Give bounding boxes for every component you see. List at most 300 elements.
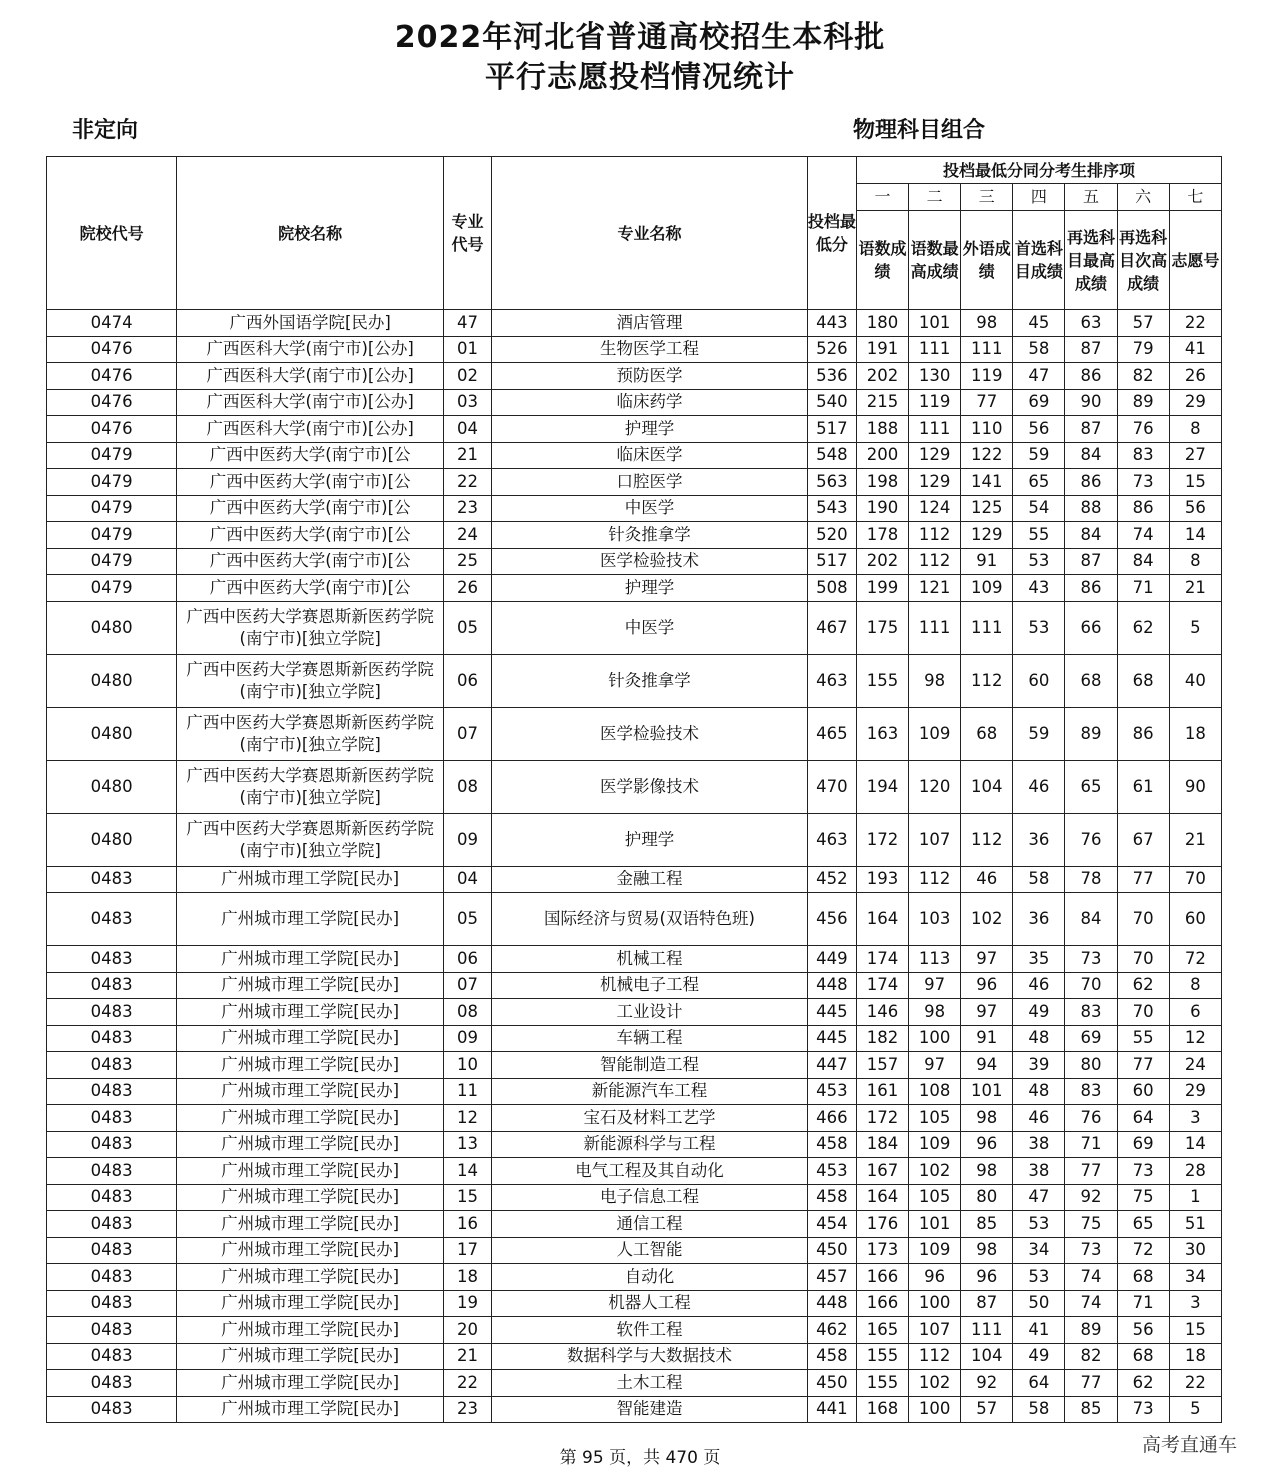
foreign-lang-score-cell: 91 [961,548,1013,575]
first-subject-score-cell: 49 [1013,1343,1065,1370]
school-name-cell: 广西中医药大学赛恩斯新医药学院(南宁市)[独立学院] [177,707,444,760]
first-subject-score-cell: 36 [1013,893,1065,946]
preference-no-cell: 5 [1169,601,1221,654]
school-code-cell: 0479 [47,495,177,522]
min-score-cell: 466 [807,1105,856,1132]
second-subject-max-cell: 70 [1065,972,1117,999]
second-subject-next-cell: 68 [1117,654,1169,707]
chinese-math-score-cell: 178 [856,522,908,549]
header-sub-6: 再选科目次高成绩 [1117,211,1169,310]
table-row [47,416,1222,443]
major-code-cell: 02 [443,363,491,390]
table-row [47,1343,1222,1370]
first-subject-score-cell: 38 [1013,1158,1065,1185]
first-subject-score-cell: 35 [1013,946,1065,973]
table-row [47,469,1222,496]
min-score-cell: 540 [807,389,856,416]
foreign-lang-score-cell: 68 [961,707,1013,760]
second-subject-next-cell: 70 [1117,893,1169,946]
second-subject-max-cell: 84 [1065,442,1117,469]
second-subject-max-cell: 73 [1065,1237,1117,1264]
major-code-cell: 15 [443,1184,491,1211]
school-name-cell: 广西中医药大学赛恩斯新医药学院(南宁市)[独立学院] [177,813,444,866]
major-name-cell: 电气工程及其自动化 [492,1158,808,1185]
major-name-cell: 机械工程 [492,946,808,973]
school-name-cell: 广西中医药大学赛恩斯新医药学院(南宁市)[独立学院] [177,654,444,707]
min-score-cell: 520 [807,522,856,549]
subject-group-label: 物理科目组合 [853,118,986,143]
chinese-math-max-cell: 112 [909,1343,961,1370]
second-subject-next-cell: 69 [1117,1131,1169,1158]
first-subject-score-cell: 49 [1013,999,1065,1026]
foreign-lang-score-cell: 80 [961,1184,1013,1211]
second-subject-max-cell: 76 [1065,813,1117,866]
second-subject-next-cell: 75 [1117,1184,1169,1211]
chinese-math-score-cell: 200 [856,442,908,469]
major-code-cell: 22 [443,469,491,496]
major-code-cell: 24 [443,522,491,549]
table-row [47,1317,1222,1344]
major-code-cell: 17 [443,1237,491,1264]
min-score-cell: 463 [807,654,856,707]
chinese-math-max-cell: 111 [909,416,961,443]
school-name-cell: 广西中医药大学赛恩斯新医药学院(南宁市)[独立学院] [177,760,444,813]
preference-no-cell: 14 [1169,522,1221,549]
major-code-cell: 20 [443,1317,491,1344]
min-score-cell: 548 [807,442,856,469]
header-seq-3: 三 [961,184,1013,211]
foreign-lang-score-cell: 96 [961,1264,1013,1291]
table-row [47,866,1222,893]
second-subject-max-cell: 86 [1065,469,1117,496]
major-code-cell: 01 [443,336,491,363]
min-score-cell: 563 [807,469,856,496]
header-min-score: 投档最低分 [807,157,856,310]
min-score-cell: 445 [807,1025,856,1052]
second-subject-next-cell: 61 [1117,760,1169,813]
school-code-cell: 0479 [47,575,177,602]
major-code-cell: 07 [443,972,491,999]
chinese-math-score-cell: 174 [856,972,908,999]
first-subject-score-cell: 43 [1013,575,1065,602]
school-name-cell: 广西中医药大学(南宁市)[公 [177,522,444,549]
min-score-cell: 458 [807,1184,856,1211]
second-subject-next-cell: 62 [1117,1370,1169,1397]
header-seq-2: 二 [909,184,961,211]
first-subject-score-cell: 53 [1013,548,1065,575]
second-subject-max-cell: 87 [1065,548,1117,575]
school-code-cell: 0483 [47,1052,177,1079]
chinese-math-max-cell: 124 [909,495,961,522]
chinese-math-score-cell: 172 [856,813,908,866]
preference-no-cell: 40 [1169,654,1221,707]
min-score-cell: 456 [807,893,856,946]
school-code-cell: 0483 [47,1343,177,1370]
second-subject-next-cell: 56 [1117,1317,1169,1344]
table-row [47,813,1222,866]
table-row [47,442,1222,469]
chinese-math-score-cell: 191 [856,336,908,363]
school-name-cell: 广西中医药大学(南宁市)[公 [177,575,444,602]
school-name-cell: 广州城市理工学院[民办] [177,1343,444,1370]
chinese-math-max-cell: 129 [909,442,961,469]
preference-no-cell: 14 [1169,1131,1221,1158]
foreign-lang-score-cell: 57 [961,1396,1013,1423]
second-subject-next-cell: 73 [1117,469,1169,496]
first-subject-score-cell: 38 [1013,1131,1065,1158]
second-subject-next-cell: 74 [1117,522,1169,549]
first-subject-score-cell: 53 [1013,601,1065,654]
second-subject-max-cell: 74 [1065,1264,1117,1291]
chinese-math-score-cell: 190 [856,495,908,522]
second-subject-max-cell: 89 [1065,707,1117,760]
foreign-lang-score-cell: 111 [961,336,1013,363]
preference-no-cell: 12 [1169,1025,1221,1052]
chinese-math-score-cell: 188 [856,416,908,443]
school-name-cell: 广西医科大学(南宁市)[公办] [177,363,444,390]
school-code-cell: 0483 [47,1264,177,1291]
foreign-lang-score-cell: 112 [961,813,1013,866]
min-score-cell: 536 [807,363,856,390]
school-code-cell: 0479 [47,442,177,469]
header-sub-2: 语数最高成绩 [909,211,961,310]
chinese-math-score-cell: 193 [856,866,908,893]
first-subject-score-cell: 34 [1013,1237,1065,1264]
table-row [47,495,1222,522]
chinese-math-score-cell: 174 [856,946,908,973]
chinese-math-score-cell: 161 [856,1078,908,1105]
second-subject-next-cell: 65 [1117,1211,1169,1238]
page-title: 2022年河北省普通高校招生本科批 [394,20,886,55]
first-subject-score-cell: 55 [1013,522,1065,549]
chinese-math-max-cell: 105 [909,1105,961,1132]
chinese-math-score-cell: 184 [856,1131,908,1158]
table-row [47,1184,1222,1211]
school-name-cell: 广州城市理工学院[民办] [177,1105,444,1132]
chinese-math-max-cell: 112 [909,522,961,549]
second-subject-max-cell: 85 [1065,1396,1117,1423]
preference-no-cell: 18 [1169,707,1221,760]
school-code-cell: 0483 [47,999,177,1026]
school-code-cell: 0476 [47,336,177,363]
school-code-cell: 0483 [47,946,177,973]
preference-no-cell: 30 [1169,1237,1221,1264]
school-code-cell: 0479 [47,522,177,549]
school-code-cell: 0483 [47,1396,177,1423]
school-name-cell: 广州城市理工学院[民办] [177,1396,444,1423]
table-row [47,1211,1222,1238]
school-code-cell: 0483 [47,1025,177,1052]
foreign-lang-score-cell: 129 [961,522,1013,549]
major-name-cell: 土木工程 [492,1370,808,1397]
chinese-math-score-cell: 176 [856,1211,908,1238]
min-score-cell: 452 [807,866,856,893]
min-score-cell: 543 [807,495,856,522]
second-subject-next-cell: 62 [1117,601,1169,654]
major-code-cell: 05 [443,893,491,946]
major-code-cell: 25 [443,548,491,575]
foreign-lang-score-cell: 94 [961,1052,1013,1079]
min-score-cell: 526 [807,336,856,363]
second-subject-next-cell: 72 [1117,1237,1169,1264]
second-subject-max-cell: 65 [1065,760,1117,813]
min-score-cell: 458 [807,1131,856,1158]
chinese-math-max-cell: 109 [909,707,961,760]
chinese-math-score-cell: 199 [856,575,908,602]
first-subject-score-cell: 47 [1013,1184,1065,1211]
school-code-cell: 0476 [47,389,177,416]
school-code-cell: 0476 [47,363,177,390]
chinese-math-max-cell: 100 [909,1396,961,1423]
second-subject-max-cell: 74 [1065,1290,1117,1317]
chinese-math-max-cell: 129 [909,469,961,496]
second-subject-next-cell: 84 [1117,548,1169,575]
table-row [47,972,1222,999]
min-score-cell: 450 [807,1237,856,1264]
second-subject-max-cell: 87 [1065,416,1117,443]
major-name-cell: 国际经济与贸易(双语特色班) [492,893,808,946]
first-subject-score-cell: 59 [1013,707,1065,760]
school-name-cell: 广州城市理工学院[民办] [177,1370,444,1397]
school-name-cell: 广西中医药大学(南宁市)[公 [177,495,444,522]
major-code-cell: 04 [443,866,491,893]
first-subject-score-cell: 58 [1013,866,1065,893]
preference-no-cell: 90 [1169,760,1221,813]
school-code-cell: 0483 [47,1237,177,1264]
school-code-cell: 0480 [47,707,177,760]
second-subject-max-cell: 77 [1065,1370,1117,1397]
school-name-cell: 广州城市理工学院[民办] [177,893,444,946]
major-code-cell: 16 [443,1211,491,1238]
min-score-cell: 443 [807,310,856,337]
major-name-cell: 人工智能 [492,1237,808,1264]
chinese-math-score-cell: 164 [856,893,908,946]
major-name-cell: 医学影像技术 [492,760,808,813]
page-footer: 第 95 页，共 470 页 [559,1448,721,1468]
school-code-cell: 0483 [47,1184,177,1211]
major-name-cell: 智能制造工程 [492,1052,808,1079]
second-subject-next-cell: 86 [1117,707,1169,760]
second-subject-max-cell: 75 [1065,1211,1117,1238]
second-subject-next-cell: 57 [1117,310,1169,337]
school-name-cell: 广州城市理工学院[民办] [177,1131,444,1158]
first-subject-score-cell: 46 [1013,760,1065,813]
table-row [47,1158,1222,1185]
foreign-lang-score-cell: 125 [961,495,1013,522]
major-code-cell: 04 [443,416,491,443]
second-subject-max-cell: 78 [1065,866,1117,893]
second-subject-next-cell: 67 [1117,813,1169,866]
chinese-math-max-cell: 108 [909,1078,961,1105]
table-row [47,760,1222,813]
major-code-cell: 21 [443,1343,491,1370]
major-name-cell: 机器人工程 [492,1290,808,1317]
preference-no-cell: 72 [1169,946,1221,973]
min-score-cell: 447 [807,1052,856,1079]
major-code-cell: 06 [443,654,491,707]
second-subject-max-cell: 92 [1065,1184,1117,1211]
foreign-lang-score-cell: 85 [961,1211,1013,1238]
chinese-math-max-cell: 105 [909,1184,961,1211]
table-row [47,946,1222,973]
first-subject-score-cell: 64 [1013,1370,1065,1397]
first-subject-score-cell: 39 [1013,1052,1065,1079]
major-name-cell: 医学检验技术 [492,707,808,760]
major-code-cell: 22 [443,1370,491,1397]
foreign-lang-score-cell: 98 [961,1105,1013,1132]
major-name-cell: 生物医学工程 [492,336,808,363]
min-score-cell: 463 [807,813,856,866]
header-sub-7: 志愿号 [1169,211,1221,310]
chinese-math-score-cell: 166 [856,1290,908,1317]
header-seq-7: 七 [1169,184,1221,211]
min-score-cell: 470 [807,760,856,813]
min-score-cell: 453 [807,1078,856,1105]
second-subject-max-cell: 80 [1065,1052,1117,1079]
first-subject-score-cell: 46 [1013,972,1065,999]
second-subject-max-cell: 90 [1065,389,1117,416]
foreign-lang-score-cell: 104 [961,760,1013,813]
preference-no-cell: 18 [1169,1343,1221,1370]
chinese-math-max-cell: 101 [909,1211,961,1238]
second-subject-next-cell: 68 [1117,1343,1169,1370]
foreign-lang-score-cell: 111 [961,601,1013,654]
second-subject-next-cell: 68 [1117,1264,1169,1291]
chinese-math-max-cell: 121 [909,575,961,602]
major-code-cell: 08 [443,760,491,813]
chinese-math-score-cell: 180 [856,310,908,337]
major-name-cell: 数据科学与大数据技术 [492,1343,808,1370]
foreign-lang-score-cell: 111 [961,1317,1013,1344]
min-score-cell: 454 [807,1211,856,1238]
second-subject-next-cell: 64 [1117,1105,1169,1132]
header-seq-1: 一 [856,184,908,211]
min-score-cell: 465 [807,707,856,760]
min-score-cell: 467 [807,601,856,654]
header-school-code: 院校代号 [47,157,177,310]
chinese-math-score-cell: 167 [856,1158,908,1185]
major-name-cell: 中医学 [492,495,808,522]
table-row [47,1078,1222,1105]
table-row [47,707,1222,760]
preference-no-cell: 26 [1169,363,1221,390]
table-row [47,1237,1222,1264]
table-row [47,1052,1222,1079]
preference-no-cell: 70 [1169,866,1221,893]
second-subject-max-cell: 69 [1065,1025,1117,1052]
first-subject-score-cell: 50 [1013,1290,1065,1317]
second-subject-max-cell: 76 [1065,1105,1117,1132]
major-name-cell: 口腔医学 [492,469,808,496]
chinese-math-max-cell: 98 [909,999,961,1026]
table-row [47,1025,1222,1052]
second-subject-next-cell: 70 [1117,946,1169,973]
chinese-math-score-cell: 172 [856,1105,908,1132]
foreign-lang-score-cell: 102 [961,893,1013,946]
first-subject-score-cell: 48 [1013,1025,1065,1052]
chinese-math-score-cell: 182 [856,1025,908,1052]
foreign-lang-score-cell: 104 [961,1343,1013,1370]
table-row [47,1264,1222,1291]
school-code-cell: 0483 [47,1078,177,1105]
school-code-cell: 0480 [47,601,177,654]
second-subject-next-cell: 73 [1117,1396,1169,1423]
major-code-cell: 09 [443,1025,491,1052]
first-subject-score-cell: 54 [1013,495,1065,522]
school-code-cell: 0483 [47,1105,177,1132]
table-row [47,1105,1222,1132]
preference-no-cell: 29 [1169,389,1221,416]
chinese-math-max-cell: 100 [909,1025,961,1052]
major-code-cell: 19 [443,1290,491,1317]
foreign-lang-score-cell: 46 [961,866,1013,893]
header-seq-4: 四 [1013,184,1065,211]
chinese-math-max-cell: 120 [909,760,961,813]
foreign-lang-score-cell: 96 [961,972,1013,999]
school-code-cell: 0476 [47,416,177,443]
school-name-cell: 广州城市理工学院[民办] [177,1290,444,1317]
second-subject-max-cell: 89 [1065,1317,1117,1344]
school-code-cell: 0483 [47,1290,177,1317]
school-name-cell: 广州城市理工学院[民办] [177,999,444,1026]
school-code-cell: 0479 [47,469,177,496]
major-name-cell: 宝石及材料工艺学 [492,1105,808,1132]
major-code-cell: 23 [443,495,491,522]
foreign-lang-score-cell: 119 [961,363,1013,390]
school-name-cell: 广州城市理工学院[民办] [177,1317,444,1344]
foreign-lang-score-cell: 101 [961,1078,1013,1105]
header-sub-1: 语数成绩 [856,211,908,310]
second-subject-max-cell: 84 [1065,893,1117,946]
foreign-lang-score-cell: 91 [961,1025,1013,1052]
watermark: 高考直通车 [1142,1434,1238,1456]
preference-no-cell: 24 [1169,1052,1221,1079]
school-name-cell: 广州城市理工学院[民办] [177,866,444,893]
preference-no-cell: 28 [1169,1158,1221,1185]
school-name-cell: 广州城市理工学院[民办] [177,1052,444,1079]
second-subject-next-cell: 83 [1117,442,1169,469]
second-subject-next-cell: 73 [1117,1158,1169,1185]
school-name-cell: 广州城市理工学院[民办] [177,1158,444,1185]
school-name-cell: 广西中医药大学(南宁市)[公 [177,469,444,496]
school-code-cell: 0483 [47,1211,177,1238]
second-subject-next-cell: 71 [1117,1290,1169,1317]
min-score-cell: 445 [807,999,856,1026]
preference-no-cell: 6 [1169,999,1221,1026]
chinese-math-max-cell: 102 [909,1370,961,1397]
second-subject-max-cell: 83 [1065,1078,1117,1105]
min-score-cell: 453 [807,1158,856,1185]
major-name-cell: 新能源科学与工程 [492,1131,808,1158]
preference-no-cell: 8 [1169,972,1221,999]
school-name-cell: 广西外国语学院[民办] [177,310,444,337]
second-subject-max-cell: 77 [1065,1158,1117,1185]
major-name-cell: 预防医学 [492,363,808,390]
first-subject-score-cell: 53 [1013,1264,1065,1291]
major-code-cell: 11 [443,1078,491,1105]
table-body [47,310,1222,1423]
major-code-cell: 23 [443,1396,491,1423]
major-name-cell: 机械电子工程 [492,972,808,999]
chinese-math-max-cell: 100 [909,1290,961,1317]
chinese-math-score-cell: 155 [856,654,908,707]
foreign-lang-score-cell: 109 [961,575,1013,602]
school-name-cell: 广州城市理工学院[民办] [177,1025,444,1052]
chinese-math-score-cell: 168 [856,1396,908,1423]
school-code-cell: 0483 [47,1131,177,1158]
foreign-lang-score-cell: 98 [961,1158,1013,1185]
second-subject-max-cell: 82 [1065,1343,1117,1370]
